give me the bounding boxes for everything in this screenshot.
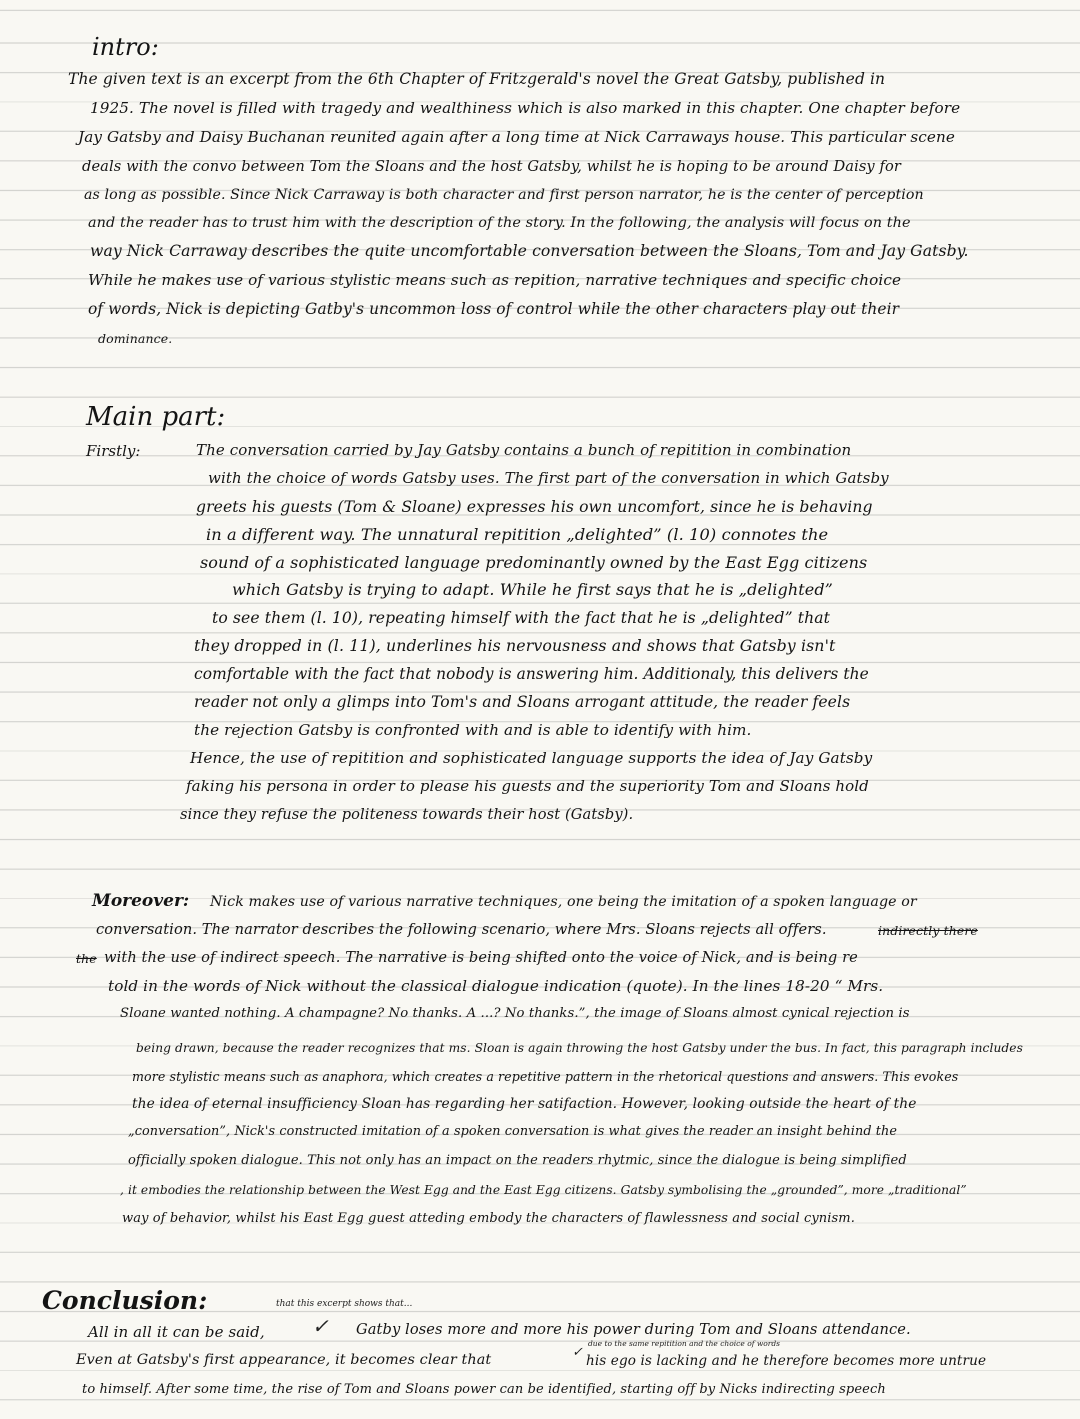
firstly-line: sound of a sophisticated language predominantly owned by the East Egg citizens [200, 553, 868, 572]
firstly-line: greets his guests (Tom & Sloane) expresses his own uncomfort, since he is behaving [196, 498, 873, 516]
intro-line: as long as possible. Since Nick Carraway is both character and first person narrator, he is the center of perception [84, 187, 924, 203]
firstly-line: in a different way. The unnatural repitition „delighted” (l. 10) connotes the [206, 525, 829, 544]
conclusion-line: Even at Gatsby's first appearance, it becomes clear that [76, 1352, 492, 1368]
moreover-line: with the use of indirect speech. The narrative is being shifted onto the voice of Nick, and is being re [104, 949, 858, 966]
conclusion-line: Gatby loses more and more his power during Tom and Sloans attendance. [356, 1321, 911, 1338]
firstly-line: to see them (l. 10), repeating himself with the fact that he is „delighted” that [212, 609, 831, 627]
moreover-line: the idea of eternal insufficiency Sloan has regarding her satifaction. However, looking outside the heart of the [132, 1096, 917, 1112]
conclusion-line: All in all it can be said, [88, 1323, 265, 1341]
insertion-note: due to the same repitition and the choice of words [588, 1339, 781, 1348]
struck-text: the [76, 951, 97, 966]
moreover-line: conversation. The narrator describes the following scenario, where Mrs. Sloans rejects all offers. [96, 921, 827, 938]
moreover-line: Nick makes use of various narrative techniques, one being the imitation of a spoken language or [210, 894, 917, 910]
intro-line: deals with the convo between Tom the Sloans and the host Gatsby, whilst he is hoping to be around Daisy for [82, 158, 901, 175]
intro-line: While he makes use of various stylistic means such as repition, narrative techniques and specific choice [88, 271, 902, 289]
conclusion-line: his ego is lacking and he therefore becomes more untrue [586, 1353, 987, 1369]
moreover-line: officially spoken dialogue. This not only has an impact on the readers rhytmic, since the dialogue is being simplified [128, 1153, 907, 1168]
intro-line: of words, Nick is depicting Gatby's uncommon loss of control while the other characters play out their [88, 300, 900, 318]
moreover-line: being drawn, because the reader recognizes that ms. Sloan is again throwing the host Gatsby under the bus. In fact, this paragraph includes [136, 1041, 1023, 1055]
firstly-label: Firstly: [86, 442, 141, 460]
struck-text: indirectly there [878, 923, 978, 938]
intro-line: The given text is an excerpt from the 6th Chapter of Fritzgerald's novel the Great Gatsby, published in [68, 70, 886, 88]
intro-line: 1925. The novel is filled with tragedy and wealthiness which is also marked in this chapter. One chapter before [90, 99, 961, 117]
moreover-line: way of behavior, whilst his East Egg guest atteding embody the characters of flawlessness and social cynism. [122, 1211, 855, 1226]
firstly-line: faking his persona in order to please his guests and the superiority Tom and Sloans hold [186, 777, 869, 795]
moreover-line: Sloane wanted nothing. A champagne? No thanks. A ...? No thanks.”, the image of Sloans almost cynical rejection is [120, 1006, 910, 1021]
moreover-line: „conversation”, Nick's constructed imitation of a spoken conversation is what gives the reader an insight behind the [128, 1124, 898, 1139]
moreover-line: , it embodies the relationship between the West Egg and the East Egg citizens. Gatsby symbolising the „grounded”, more „traditional” [120, 1183, 967, 1197]
moreover-label: Moreover: [92, 891, 190, 911]
firstly-line: The conversation carried by Jay Gatsby contains a bunch of repitition in combination [196, 441, 852, 459]
firstly-line: which Gatsby is trying to adapt. While he first says that he is „delighted” [232, 580, 833, 599]
firstly-line: comfortable with the fact that nobody is answering him. Additionaly, this delivers the [194, 665, 869, 683]
insertion-mark-icon: ✓ [312, 1314, 329, 1338]
intro-line: and the reader has to trust him with the description of the story. In the following, the analysis will focus on the [88, 215, 911, 231]
intro-line: way Nick Carraway describes the quite uncomfortable conversation between the Sloans, Tom and Jay Gatsby. [90, 242, 969, 260]
intro-line: dominance. [98, 331, 173, 346]
firstly-line: reader not only a glimps into Tom's and Sloans arrogant attitude, the reader feels [194, 693, 851, 711]
firstly-line: Hence, the use of repitition and sophisticated language supports the idea of Jay Gatsby [190, 749, 873, 767]
main-heading: Main part: [86, 402, 226, 432]
intro-heading: intro: [92, 33, 159, 61]
firstly-line: with the choice of words Gatsby uses. The first part of the conversation in which Gatsby [208, 469, 889, 487]
moreover-line: told in the words of Nick without the classical dialogue indication (quote). In the lines 18-20 “ Mrs. [108, 977, 884, 995]
moreover-line: more stylistic means such as anaphora, which creates a repetitive pattern in the rhetorical questions and answers. This evokes [132, 1069, 959, 1084]
conclusion-heading: Conclusion: [42, 1286, 208, 1315]
conclusion-line: to himself. After some time, the rise of Tom and Sloans power can be identified, starting off by Nicks indirecting speech [82, 1382, 886, 1397]
insertion-mark-icon: ✓ [572, 1345, 583, 1360]
intro-line: Jay Gatsby and Daisy Buchanan reunited again after a long time at Nick Carraways house. This particular scene [78, 128, 955, 146]
firstly-line: they dropped in (l. 11), underlines his nervousness and shows that Gatsby isn't [194, 636, 836, 655]
firstly-line: since they refuse the politeness towards their host (Gatsby). [180, 806, 634, 823]
firstly-line: the rejection Gatsby is confronted with and is able to identify with him. [194, 721, 752, 739]
insertion-note: that this excerpt shows that... [276, 1299, 413, 1309]
